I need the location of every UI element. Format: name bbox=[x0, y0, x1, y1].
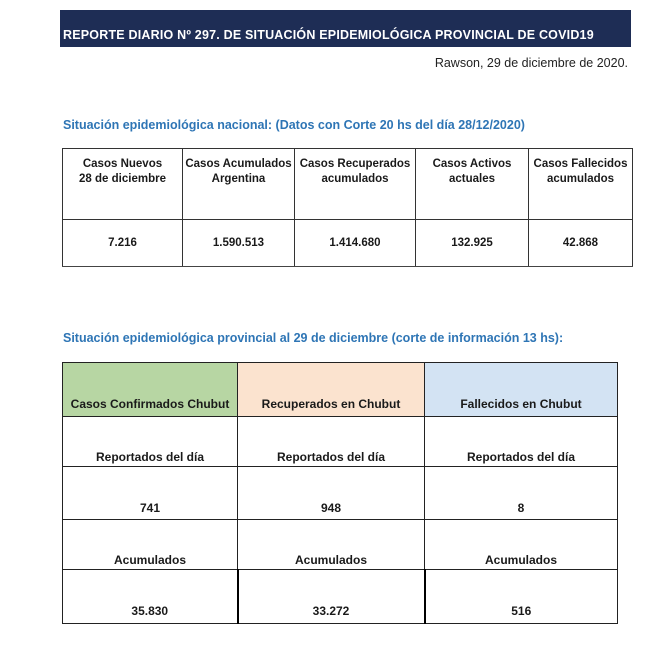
cumulative-value: 33.272 bbox=[238, 570, 425, 624]
cumulative-label: Acumulados bbox=[63, 520, 238, 570]
report-dateline: Rawson, 29 de diciembre de 2020. bbox=[434, 56, 628, 70]
header-line: Casos Nuevos bbox=[82, 158, 163, 170]
cumulative-label: Acumulados bbox=[425, 520, 618, 570]
provincial-stats-table bbox=[62, 362, 618, 624]
recovered-header: Recuperados en Chubut bbox=[238, 363, 425, 417]
header-line: Casos Recuperados bbox=[299, 158, 411, 170]
national-section-title: Situación epidemiológica nacional: (Datos con Corte 20 hs del día 28/12/2020) bbox=[63, 118, 525, 132]
daily-value: 948 bbox=[238, 467, 425, 520]
cumulative-value: 516 bbox=[425, 570, 618, 624]
header-line: Casos Fallecidos bbox=[533, 158, 628, 170]
national-header-row bbox=[63, 149, 633, 220]
confirmed-header: Casos Confirmados Chubut bbox=[63, 363, 238, 417]
header-line: Argentina bbox=[211, 173, 266, 185]
header-line: acumulados bbox=[546, 173, 615, 185]
national-value-cell: 1.590.513 bbox=[183, 220, 295, 267]
daily-label: Reportados del día bbox=[425, 417, 618, 467]
daily-value-row bbox=[63, 467, 618, 520]
daily-label: Reportados del día bbox=[63, 417, 238, 467]
cumulative-label-row bbox=[63, 520, 618, 570]
provincial-header-row bbox=[63, 363, 618, 417]
national-header-cell bbox=[183, 149, 295, 220]
national-value-cell: 132.925 bbox=[416, 220, 529, 267]
header-line: Casos Activos bbox=[432, 158, 512, 170]
cumulative-value-row bbox=[63, 570, 618, 624]
national-header-cell bbox=[529, 149, 633, 220]
national-header-cell bbox=[416, 149, 529, 220]
national-header-cell bbox=[295, 149, 416, 220]
header-line: Casos Acumulados bbox=[185, 158, 292, 170]
national-value-cell: 1.414.680 bbox=[295, 220, 416, 267]
national-stats-table bbox=[62, 148, 633, 267]
header-line: 28 de diciembre bbox=[79, 173, 166, 185]
national-header-cell bbox=[63, 149, 183, 220]
deceased-header: Fallecidos en Chubut bbox=[425, 363, 618, 417]
national-value-row bbox=[63, 220, 633, 267]
daily-value: 741 bbox=[63, 467, 238, 520]
cumulative-label: Acumulados bbox=[238, 520, 425, 570]
header-line: actuales bbox=[448, 173, 496, 185]
daily-label: Reportados del día bbox=[238, 417, 425, 467]
header-line: acumulados bbox=[321, 173, 389, 185]
provincial-section-title: Situación epidemiológica provincial al 29 de diciembre (corte de información 13 hs): bbox=[63, 331, 564, 345]
cumulative-value: 35.830 bbox=[63, 570, 238, 624]
daily-label-row bbox=[63, 417, 618, 467]
national-value-cell: 7.216 bbox=[63, 220, 183, 267]
national-value-cell: 42.868 bbox=[529, 220, 633, 267]
daily-value: 8 bbox=[425, 467, 618, 520]
report-banner: REPORTE DIARIO Nº 297. DE SITUACIÓN EPIDEMIOLÓGICA PROVINCIAL DE COVID19 bbox=[60, 10, 631, 47]
